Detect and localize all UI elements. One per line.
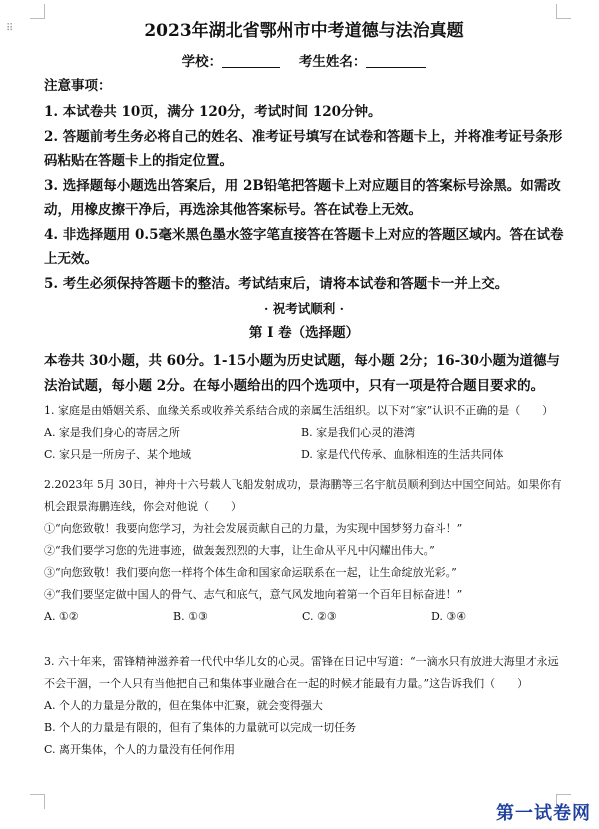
option-b: B. ①③ xyxy=(173,610,208,623)
question-stem: 3. 六十年来，雷锋精神滋养着一代代中华儿女的心灵。雷锋在日记中写道：“一滴水只有放进大海里才永远不会干涸，一个人只有当他把自己和集体事业融合在一起的时候才能最有力量。”这告诉我们（ ） xyxy=(44,655,559,690)
option-d: D. 家是代代传承、血脉相连的生活共同体 xyxy=(301,448,504,461)
good-luck-line: · 祝考试顺利 · xyxy=(264,301,344,316)
note-item: 2. 答题前考生务必将自己的姓名、准考证号填写在试卷和答题卡上，并将准考证号条形码粘贴在答题卡上的指定位置。 xyxy=(44,128,563,169)
note-item: 5. 考生必须保持答题卡的整洁。考试结束后，请将本试卷和答题卡一并上交。 xyxy=(44,275,509,292)
page-title: 2023年湖北省鄂州市中考道德与法治真题 xyxy=(144,21,464,41)
option-c: C. ②③ xyxy=(302,610,337,623)
note-item: 1. 本试卷共 10页，满分 120分，考试时间 120分钟。 xyxy=(44,104,382,120)
note-item: 3. 选择题每小题选出答案后，用 2B铅笔把答题卡上对应题目的答案标号涂黑。如需改动，用橡皮擦干净后，再选涂其他答案标号。答在试卷上无效。 xyxy=(44,177,561,218)
option-a: A. 家是我们身心的寄居之所 xyxy=(44,426,180,439)
statement-1: ①“向您致敬！我要向您学习，为社会发展贡献自己的力量，为实现中国梦努力奋斗！” xyxy=(44,522,463,535)
question-2 xyxy=(44,474,566,628)
option-b: B. 个人的力量是有限的，但有了集体的力量就可以完成一切任务 xyxy=(44,721,357,734)
statement-3: ③“向您致敬！我们要向您一样将个体生命和国家命运联系在一起，让生命绽放光彩。” xyxy=(44,566,457,579)
section-intro: 本卷共 30小题，共 60分。1-15小题为历史试题，每小题 2分；16-30小题为道德与法治试题，每小题 2分。在每小题给出的四个选项中，只有一项是符合题目要求的。 xyxy=(44,353,561,394)
question-3 xyxy=(44,651,566,761)
school-blank xyxy=(222,53,280,68)
volume-title: 第 I 卷（选择题） xyxy=(248,325,360,341)
site-logo: 第一试卷网 xyxy=(496,803,591,824)
statement-2: ②“我们要学习您的先进事迹，做轰轰烈烈的大事，让生命从平凡中闪耀出伟大。” xyxy=(44,544,435,557)
option-a: A. ①② xyxy=(44,610,79,623)
margin-corner-mark xyxy=(556,4,571,19)
notes-heading: 注意事项： xyxy=(44,78,112,94)
question-stem: 2.2023年 5月 30日，神舟十六号载人飞船发射成功，景海鹏等三名宇航员顺利到达中国空间站。如果你有机会跟景海鹏连线，你会对他说（ ） xyxy=(44,478,562,513)
name-blank xyxy=(366,53,426,68)
statement-4: ④“我们要坚定做中国人的骨气、志气和底气，意气风发地向着第一个百年目标奋进！” xyxy=(44,588,463,601)
drag-handle-icon[interactable]: ⠿ xyxy=(6,23,15,34)
option-row xyxy=(44,606,566,628)
note-item: 4. 非选择题用 0.5毫米黑色墨水签字笔直接答在答题卡上对应的答题区域内。答在试卷上无效。 xyxy=(44,226,564,267)
margin-corner-mark xyxy=(30,4,45,19)
margin-corner-mark xyxy=(30,794,45,809)
option-c: C. 离开集体，个人的力量没有任何作用 xyxy=(44,743,236,756)
question-stem: 1. 家庭是由婚姻关系、血缘关系或收养关系结合成的亲属生活组织。以下对“家”认识不正确的是（ ） xyxy=(44,404,554,417)
option-c: C. 家只是一所房子、某个地域 xyxy=(44,448,192,461)
option-d: D. ③④ xyxy=(431,610,467,623)
question-1 xyxy=(44,400,566,466)
notes-section xyxy=(44,76,566,296)
option-row xyxy=(44,444,566,466)
name-label: 考生姓名： xyxy=(298,54,367,70)
exam-info-line xyxy=(44,53,564,71)
option-a: A. 个人的力量是分散的，但在集体中汇聚，就会变得强大 xyxy=(44,699,323,712)
option-row xyxy=(44,422,566,444)
school-label: 学校： xyxy=(181,54,223,70)
option-b: B. 家是我们心灵的港湾 xyxy=(301,426,416,439)
